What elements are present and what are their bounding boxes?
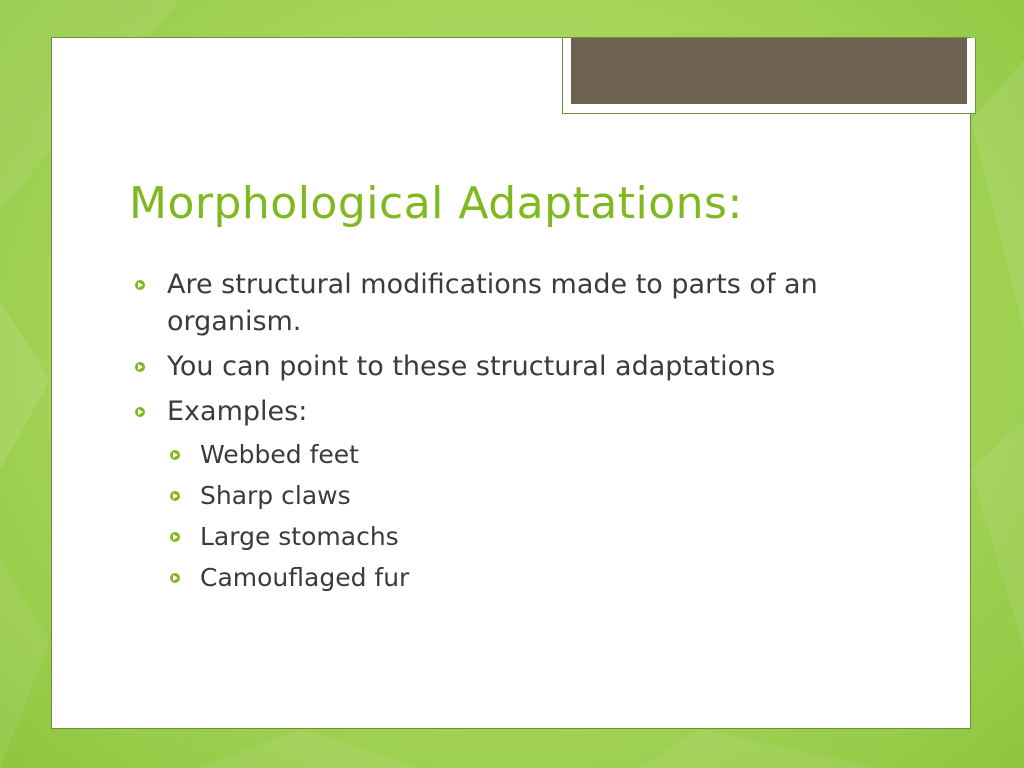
sub-list-item (130, 479, 830, 513)
arrow-circle-bullet-icon (170, 450, 180, 460)
list-item-text: Webbed feet (200, 440, 359, 469)
arrow-circle-bullet-icon (135, 407, 145, 417)
list-item-text: You can point to these structural adaptations (167, 351, 776, 382)
list-item (130, 266, 830, 340)
sub-list-item (130, 561, 830, 595)
arrow-circle-bullet-icon (135, 280, 145, 290)
header-tab (562, 38, 976, 114)
list-item (130, 393, 830, 430)
list-item-text: Large stomachs (200, 522, 399, 551)
arrow-circle-bullet-icon (170, 491, 180, 501)
list-item-text: Examples: (167, 396, 308, 427)
sub-list-item (130, 438, 830, 472)
header-tab-fill (571, 38, 967, 104)
list-item (130, 348, 830, 385)
bullet-list (130, 266, 830, 602)
list-item-text: Are structural modifications made to parts of an organism. (167, 269, 818, 337)
list-item-text: Camouflaged fur (200, 563, 410, 592)
arrow-circle-bullet-icon (170, 532, 180, 542)
list-item-text: Sharp claws (200, 481, 351, 510)
slide-title: Morphological Adaptations: (129, 178, 743, 229)
arrow-circle-bullet-icon (135, 362, 145, 372)
sub-list-item (130, 520, 830, 554)
arrow-circle-bullet-icon (170, 573, 180, 583)
